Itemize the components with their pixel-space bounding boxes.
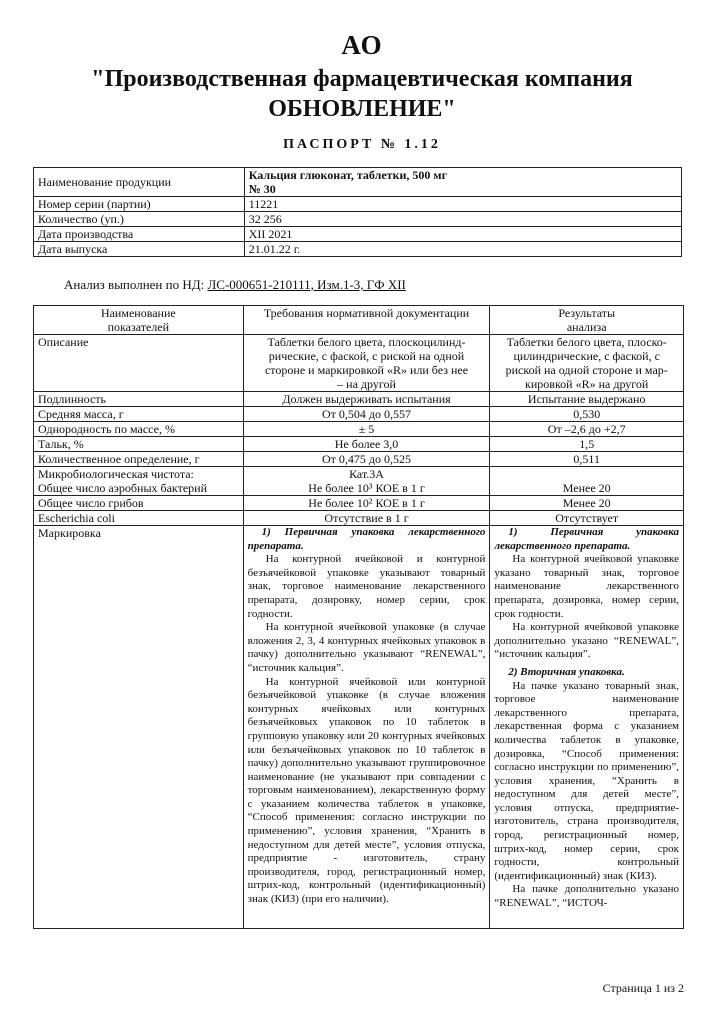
info-value: XII 2021 <box>244 227 681 242</box>
info-value: 21.01.22 г. <box>244 242 681 257</box>
test-name: Описание <box>34 335 244 392</box>
test-result: 0,511 <box>490 452 684 467</box>
company-name-line2: ОБНОВЛЕНИЕ" <box>268 96 456 122</box>
marking-req-paragraph: На контурной ячейковой и контурной безъячейковой упаковке указывают товарный знак, торговое наименование лекарственного препарата, дозировку, номер серии, срок годности. <box>247 553 486 620</box>
test-requirement: ± 5 <box>243 422 490 437</box>
info-label: Количество (уп.) <box>34 212 245 227</box>
analysis-prefix: Анализ выполнен по НД: <box>64 277 205 292</box>
info-label: Дата производства <box>34 227 245 242</box>
test-name: Общее число грибов <box>34 496 244 511</box>
test-row <box>34 467 684 496</box>
analysis-line <box>64 277 406 293</box>
test-requirement: Отсутствие в 1 г <box>243 511 490 526</box>
info-row <box>34 168 682 197</box>
test-requirement: Таблетки белого цвета, плоскоцилинд- рические, с фаской, с риской на одной стороне и маркировкой «R» или без нее – на другой <box>243 335 490 392</box>
header-indicator: Наименование показателей <box>34 306 244 335</box>
test-name: Однородность по массе, % <box>34 422 244 437</box>
test-requirement: Не более 3,0 <box>243 437 490 452</box>
marking-requirements <box>243 526 490 929</box>
info-value: 11221 <box>244 197 681 212</box>
info-row <box>34 197 682 212</box>
test-name: Средняя масса, г <box>34 407 244 422</box>
info-label: Наименование продукции <box>34 168 245 197</box>
test-result: Таблетки белого цвета, плоско- цилиндрические, с фаской, с риской на одной стороне и мар- кировкой «R» на другой <box>490 335 684 392</box>
tests-table <box>33 305 684 929</box>
info-row <box>34 227 682 242</box>
test-row <box>34 407 684 422</box>
test-row <box>34 335 684 392</box>
test-requirement: Не более 10² КОЕ в 1 г <box>243 496 490 511</box>
info-label: Дата выпуска <box>34 242 245 257</box>
marking-res-title: 2) Вторичная упаковка. <box>508 665 625 678</box>
test-row <box>34 437 684 452</box>
marking-req-paragraph: На контурной ячейковой упаковке (в случае вложения 2, 3, 4 контурных ячейковых упаковок в пачку) дополнительно указывают “RENEWAL”, “источник кальция”. <box>247 621 486 674</box>
test-result: Менее 20 <box>490 496 684 511</box>
test-result: Менее 20 <box>490 467 684 496</box>
analysis-nd: ЛС-000651-210111, Изм.1-3, ГФ XII <box>207 277 406 292</box>
header-requirements: Требования нормативной документации <box>243 306 490 335</box>
marking-res-paragraph: На контурной ячейковой упаковке указано товарный знак, торговое наименование лекарственного препарата, дозировка, номер серии, срок годности. <box>494 553 679 620</box>
company-type: АО <box>341 30 383 60</box>
company-name <box>40 64 684 124</box>
marking-req-title: 1) Первичная упаковка лекарственного препарата. <box>247 526 486 552</box>
info-row <box>34 242 682 257</box>
passport-title: ПАСПОРТ № 1.12 <box>283 137 441 152</box>
test-result: Испытание выдержано <box>490 392 684 407</box>
info-row <box>34 212 682 227</box>
test-result: От –2,6 до +2,7 <box>490 422 684 437</box>
product-info-table <box>33 167 682 257</box>
test-row <box>34 511 684 526</box>
test-row <box>34 496 684 511</box>
info-value: Кальция глюконат, таблетки, 500 мг № 30 <box>244 168 681 197</box>
info-label: Номер серии (партии) <box>34 197 245 212</box>
company-name-line1: "Производственная фармацевтическая компания <box>91 66 633 92</box>
test-name: Подлинность <box>34 392 244 407</box>
test-name: Микробиологическая чистота: Общее число аэробных бактерий <box>34 467 244 496</box>
marking-name: Маркировка <box>34 526 244 929</box>
test-requirement: Кат.3А Не более 10³ КОЕ в 1 г <box>243 467 490 496</box>
marking-res-paragraph: На пачке дополнительно указано “RENEWAL”, “ИСТОЧ- <box>494 883 679 910</box>
marking-res-paragraph: На контурной ячейковой упаковке дополнительно указано “RENEWAL”, “источник кальция”. <box>494 621 679 661</box>
test-result: 1,5 <box>490 437 684 452</box>
test-row <box>34 452 684 467</box>
marking-res-paragraph: На пачке указано товарный знак, торговое наименование лекарственного препарата, лекарственная форма с указанием количества таблеток в упаковке, дозировка, “Способ применения: согласно инструкции по применению”, условия хранения, “Хранить в недоступном для детей месте”, условия отпуска, предприятие-изготовитель, страна производителя, город, регистрационный номер, штрих-код, номер серии, срок годности, контрольный (идентификационный) знак (КИЗ). <box>494 679 679 882</box>
test-result: Отсутствует <box>490 511 684 526</box>
test-requirement: От 0,475 до 0,525 <box>243 452 490 467</box>
marking-results <box>490 526 684 929</box>
marking-req-paragraph: На контурной ячейковой или контурной безъячейковой упаковке (в случае вложения контурных ячейковых или контурных безъячейковых упаковок по 10 таблеток в групповую упаковку или 20 контурных ячейковых или безъячейковых упаковок по 10 таблеток в пачку) дополнительно указывают группировочное наименование (не указывают при совпадении с торговым наименованием), лекарственную форму с указанием количества таблеток в упаковке, “Способ применения: согласно инструкции по применению”, условия хранения, “Хранить в недоступном для детей месте”, условия отпуска, предприятие - изготовитель, страну производителя, город, регистрационный номер, штрих-код, контрольный (идентификационный) знак (КИЗ) (при его наличии). <box>247 675 486 906</box>
marking-row <box>34 526 684 929</box>
test-name: Escherichia coli <box>34 511 244 526</box>
tests-header-row <box>34 306 684 335</box>
test-result: 0,530 <box>490 407 684 422</box>
test-name: Тальк, % <box>34 437 244 452</box>
test-row <box>34 392 684 407</box>
marking-res-title: 1) Первичная упаковка лекарственного препарата. <box>494 526 679 552</box>
test-requirement: Должен выдерживать испытания <box>243 392 490 407</box>
header-results: Результаты анализа <box>490 306 684 335</box>
test-row <box>34 422 684 437</box>
info-value: 32 256 <box>244 212 681 227</box>
test-requirement: От 0,504 до 0,557 <box>243 407 490 422</box>
page-number: Страница 1 из 2 <box>602 981 684 995</box>
test-name: Количественное определение, г <box>34 452 244 467</box>
